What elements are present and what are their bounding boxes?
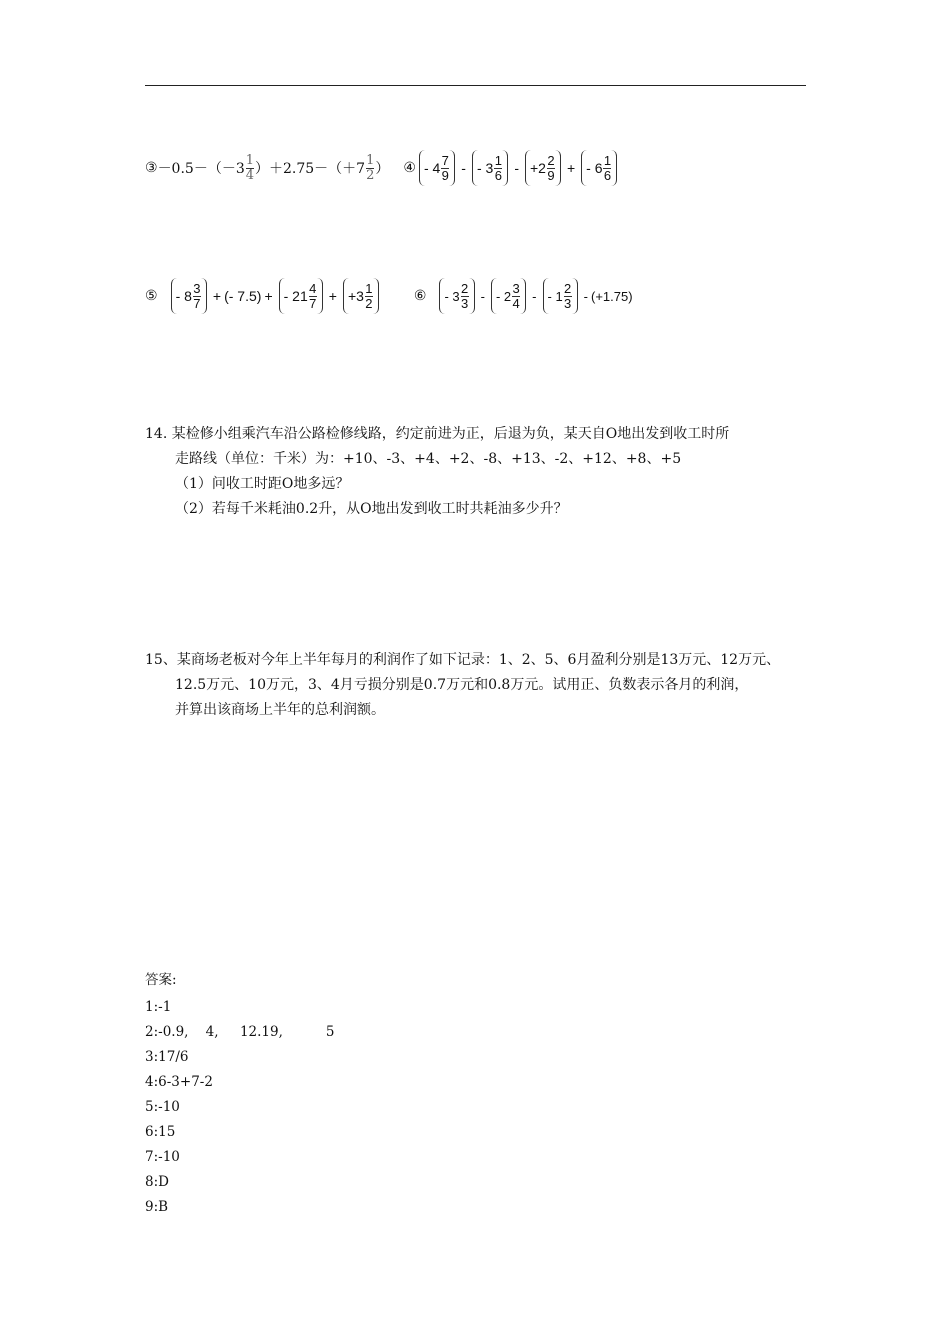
q14-line-1: 14. 某检修小组乘汽车沿公路检修线路，约定前进为正，后退为负，某天自O地出发到收工时所 [145, 426, 730, 442]
q15-line-3: 并算出该商场上半年的总利润额。 [175, 702, 385, 718]
answer-item: 2:-0.9, 4, 12.19, 5 [145, 1024, 335, 1040]
expr3-fraction-2: $\frac{1}{2}$ [366, 152, 375, 183]
q14-line-4: （2）若每千米耗油0.2升，从O地出发到收工时共耗油多少升？ [175, 501, 568, 517]
expr6-operator-3: - [583, 288, 589, 304]
expr6-operator-1: - [480, 288, 485, 304]
expr5-term-2: (- 7.5) [224, 288, 262, 304]
header-rule [145, 85, 806, 86]
expr5-operator-1: + [212, 288, 222, 304]
expr4-operator-3: + [566, 160, 576, 176]
expr3-part-c: ） [375, 161, 390, 177]
expr6-term-4: (+1.75) [591, 288, 633, 304]
expr3-part-a: －0.5－（－3 [157, 161, 245, 177]
expr5-term-1: - 8 $\frac{3}{7}$ [171, 278, 207, 314]
expr6-term-3: - 1 $\frac{2}{3}$ [543, 278, 578, 314]
answer-item: 1:-1 [145, 999, 172, 1015]
expr5-body [168, 278, 382, 314]
expr5-operator-2: + [264, 288, 273, 304]
expr4-marker: ④ [403, 160, 416, 176]
expr5-term-3: - 21 $\frac{4}{7}$ [279, 278, 323, 314]
answer-item: 4:6-3+7-2 [145, 1074, 213, 1090]
expr4-term-2: - 3 $\frac{1}{6}$ [472, 150, 508, 186]
expr6-term-2: - 2 $\frac{3}{4}$ [491, 278, 526, 314]
expr3-part-b: ）＋2.75－（＋7 [255, 161, 366, 177]
expr3-fraction-1: $\frac{1}{4}$ [245, 152, 255, 183]
expr6-operator-2: - [532, 288, 537, 304]
expr5-operator-3: + [328, 288, 337, 304]
expr6-marker: ⑥ [413, 288, 427, 304]
expr4-body [416, 150, 621, 186]
q14-line-2: 走路线（单位：千米）为：+10、-3、+4、+2、-8、+13、-2、+12、+8、+5 [175, 451, 682, 467]
answer-item: 7:-10 [145, 1149, 180, 1165]
answer-item: 8:D [145, 1174, 169, 1190]
expression-row-3-4 [145, 150, 620, 186]
q14-line-3: （1）问收工时距O地多远？ [175, 476, 350, 492]
q15-line-2: 12.5万元、10万元，3、4月亏损分别是0.7万元和0.8万元。试用正、负数表示各月的利润， [175, 677, 749, 693]
answer-item: 3:17/6 [145, 1049, 189, 1065]
expr5-term-4: +3 $\frac{1}{2}$ [343, 278, 379, 314]
expr4-operator-2: - [514, 160, 519, 176]
q15-line-1: 15、某商场老板对今年上半年每月的利润作了如下记录：1、2、5、6月盈利分别是13万元、12万元、 [145, 652, 781, 668]
answer-item: 5:-10 [145, 1099, 180, 1115]
expr4-term-3: +2 $\frac{2}{9}$ [525, 150, 561, 186]
expr6-body [436, 278, 632, 314]
expr4-term-4: - 6 $\frac{1}{6}$ [581, 150, 617, 186]
expr6-term-1: - 3 $\frac{2}{3}$ [439, 278, 474, 314]
expr4-operator-1: - [461, 160, 466, 176]
expr3-marker: ③ [145, 160, 158, 176]
answer-item: 9:B [145, 1199, 169, 1215]
answer-item: 6:15 [145, 1124, 176, 1140]
answers-title: 答案: [145, 972, 177, 988]
expr4-term-1: - 4 $\frac{7}{9}$ [419, 150, 455, 186]
expression-row-5-6 [145, 278, 633, 314]
expr5-marker: ⑤ [145, 288, 158, 304]
